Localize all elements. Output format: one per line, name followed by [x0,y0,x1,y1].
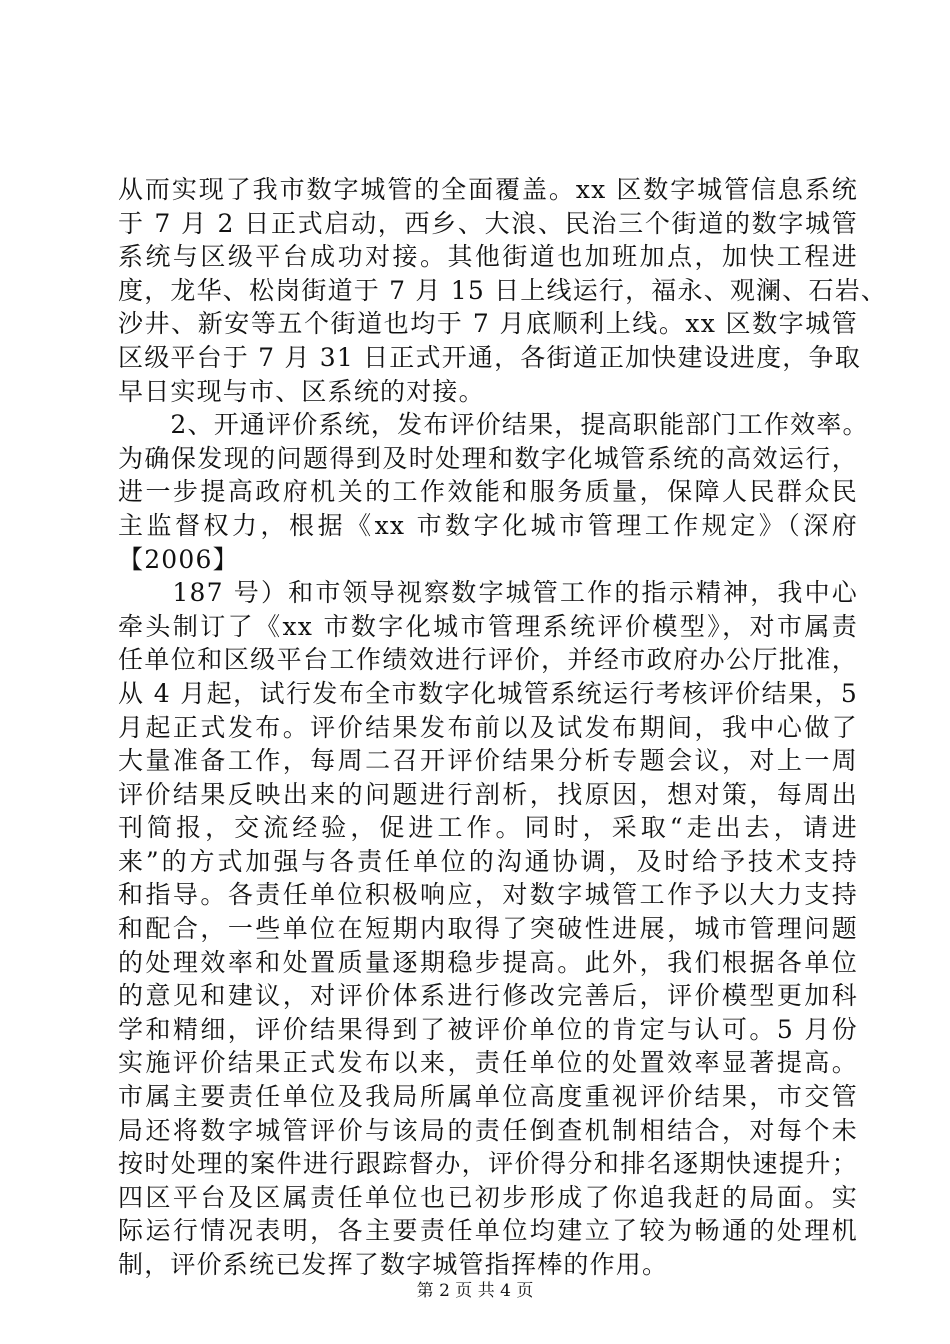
text-line: 区级平台于 7 月 31 日正式开通，各街道正加快建设进度，争取 [118,342,861,372]
text-line: 和指导。各责任单位积极响应，对数字城管工作予以大力支持 [118,880,858,910]
text-line: 来”的方式加强与各责任单位的沟通协调，及时给予技术支持 [118,846,858,876]
text-line: 实施评价结果正式发布以来，责任单位的处置效率显著提高。 [118,1048,858,1078]
body-text [118,173,888,1282]
page-footer: 第 2 页 共 4 页 [416,1281,534,1301]
text-line: 学和精细，评价结果得到了被评价单位的肯定与认可。5 月份 [118,1014,858,1044]
text-line: 市属主要责任单位及我局所属单位高度重视评价结果，市交管 [118,1082,858,1112]
text-line: 度，龙华、松岗街道于 7 月 15 日上线运行，福永、观澜、石岩、 [118,275,888,305]
text-line: 早日实现与市、区系统的对接。 [118,376,485,406]
text-line: 刊简报，交流经验，促进工作。同时，采取“走出去，请进 [118,813,858,843]
text-line: 际运行情况表明，各主要责任单位均建立了较为畅通的处理机 [118,1216,858,1246]
text-line: 制，评价系统已发挥了数字城管指挥棒的作用。 [118,1250,669,1279]
text-line: 任单位和区级平台工作绩效进行评价，并经市政府办公厅批准， [118,645,858,675]
text-line: 主监督权力，根据《xx 市数字化城市管理工作规定》（深府 [118,510,858,540]
text-line: 和配合，一些单位在短期内取得了突破性进展，城市管理问题 [118,914,858,944]
text-line: 月起正式发布。评价结果发布前以及试发布期间，我中心做了 [118,712,858,742]
text-line: 为确保发现的问题得到及时处理和数字化城管系统的高效运行， [118,443,858,473]
text-line: 评价结果反映出来的问题进行剖析，找原因，想对策，每周出 [118,779,858,809]
text-line: 大量准备工作，每周二召开评价结果分析专题会议，对上一周 [118,746,858,776]
text-line: 从而实现了我市数字城管的全面覆盖。xx 区数字城管信息系统 [118,175,858,204]
text-line: 局还将数字城管评价与该局的责任倒查机制相结合，对每个未 [118,1115,858,1145]
text-line: 2、开通评价系统，发布评价结果，提高职能部门工作效率。 [118,410,869,440]
text-line: 系统与区级平台成功对接。其他街道也加班加点，加快工程进 [118,242,858,272]
text-line: 沙井、新安等五个街道也均于 7 月底顺利上线。xx 区数字城管 [118,309,858,339]
text-line: 进一步提高政府机关的工作效能和服务质量，保障人民群众民 [118,477,858,507]
text-line: 从 4 月起，试行发布全市数字化城管系统运行考核评价结果，5 [118,678,858,708]
text-line: 牵头制订了《xx 市数字化城市管理系统评价模型》，对市属责 [118,611,858,641]
text-line: 【2006】 [118,544,239,574]
text-line: 四区平台及区属责任单位也已初步形成了你追我赶的局面。实 [118,1182,858,1212]
text-line: 的处理效率和处置质量逐期稳步提高。此外，我们根据各单位 [118,947,858,977]
text-line: 于 7 月 2 日正式启动，西乡、大浪、民治三个街道的数字城管 [118,208,858,238]
text-line: 187 号）和市领导视察数字城管工作的指示精神，我中心 [118,578,858,608]
text-line: 的意见和建议，对评价体系进行修改完善后，评价模型更加科 [118,981,858,1011]
text-line: 按时处理的案件进行跟踪督办，评价得分和排名逐期快速提升； [118,1149,858,1179]
